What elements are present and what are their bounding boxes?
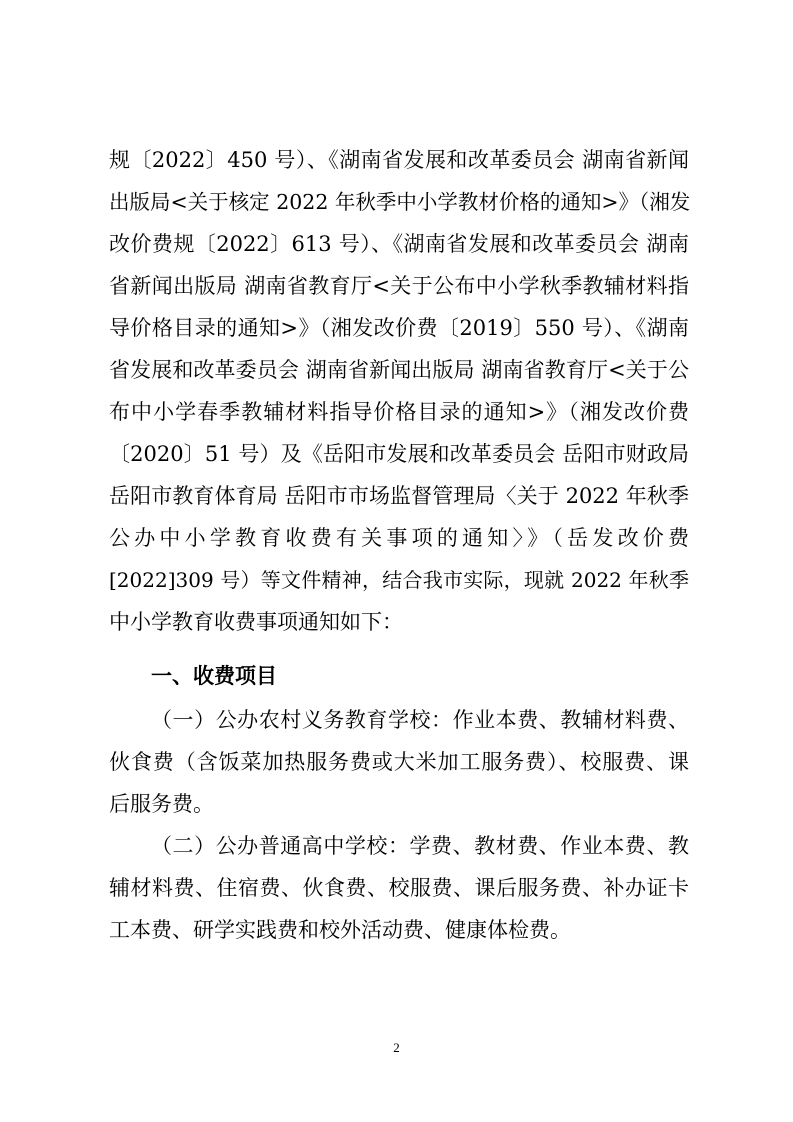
- para-2-line-1: （二）公办普通高中学校：学费、教材费、作业本费、教: [151, 834, 689, 858]
- body-line-7: 布中小学春季教辅材料指导价格目录的通知>》（湘发改价费: [109, 400, 689, 424]
- body-line-4: 省新闻出版局 湖南省教育厅<关于公布中小学秋季教辅材料指: [109, 274, 689, 298]
- body-line-11: [2022]309 号）等文件精神，结合我市实际，现就 2022 年秋季: [109, 568, 689, 592]
- body-line-2: 出版局<关于核定 2022 年秋季中小学教材价格的通知>》（湘发: [109, 190, 691, 214]
- body-line-9: 岳阳市教育体育局 岳阳市市场监督管理局〈关于 2022 年秋季: [109, 484, 689, 508]
- para-2-line-3: 工本费、研学实践费和校外活动费、健康体检费。: [109, 918, 571, 942]
- body-line-8: 〔2020〕51 号）及《岳阳市发展和改革委员会 岳阳市财政局: [109, 442, 689, 466]
- body-line-6: 省发展和改革委员会 湖南省新闻出版局 湖南省教育厅<关于公: [109, 358, 689, 382]
- body-line-10: 公办中小学教育收费有关事项的通知〉》（岳发改价费: [109, 526, 689, 550]
- body-line-12: 中小学教育收费事项通知如下：: [109, 610, 403, 634]
- body-line-1: 规〔2022〕450 号）、《湖南省发展和改革委员会 湖南省新闻: [109, 148, 689, 172]
- body-line-5: 导价格目录的通知>》（湘发改价费〔2019〕550 号）、《湖南: [109, 316, 689, 340]
- para-1-line-3: 后服务费。: [109, 792, 214, 816]
- para-2-line-2: 辅材料费、住宿费、伙食费、校服费、课后服务费、补办证卡: [109, 876, 689, 900]
- body-line-3: 改价费规〔2022〕613 号）、《湖南省发展和改革委员会 湖南: [109, 232, 689, 256]
- para-1-line-1: （一）公办农村义务教育学校：作业本费、教辅材料费、: [151, 708, 689, 732]
- section-heading: 一、收费项目: [151, 664, 277, 688]
- para-1-line-2: 伙食费（含饭菜加热服务费或大米加工服务费）、校服费、课: [109, 750, 689, 774]
- page-number: 2: [393, 1040, 400, 1055]
